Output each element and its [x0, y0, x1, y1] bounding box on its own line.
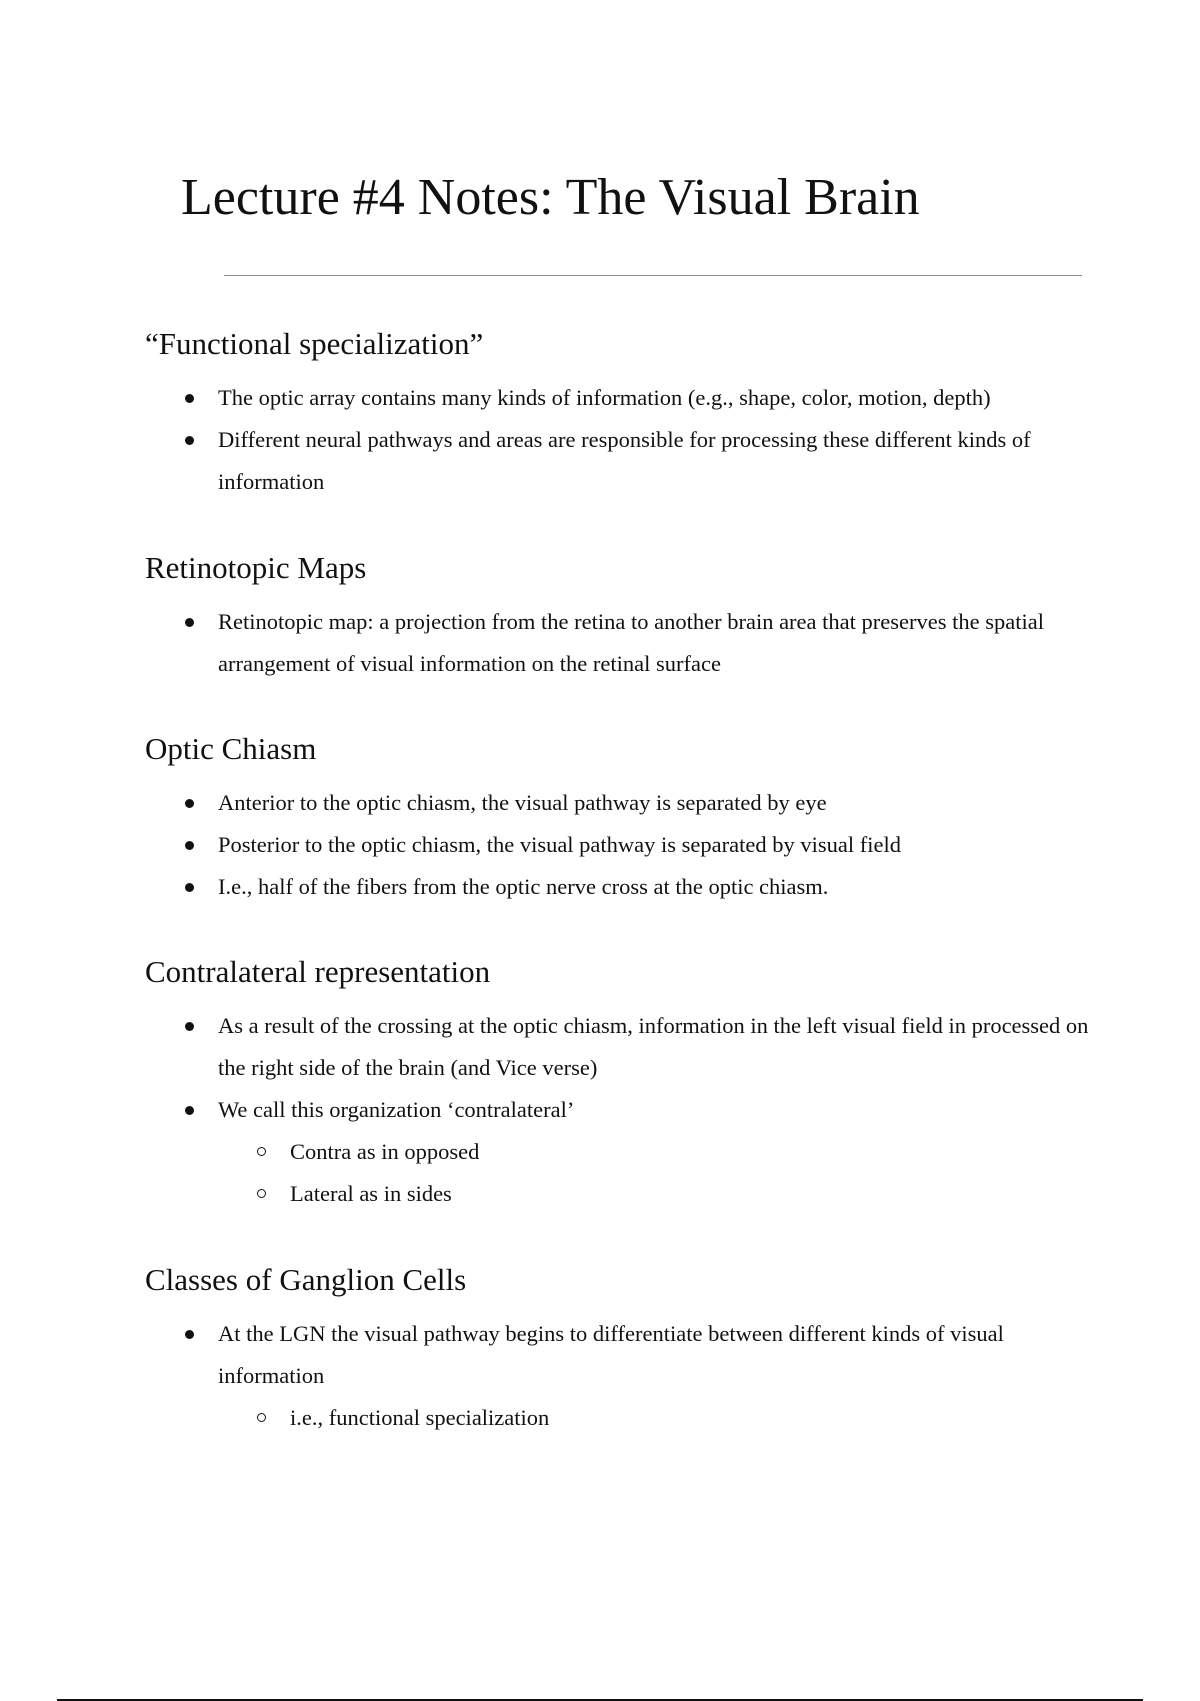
bullet-icon	[185, 436, 194, 445]
sub-bullet-list	[218, 1131, 1095, 1215]
list-item-text: Different neural pathways and areas are responsible for processing these different kinds of information	[218, 426, 1031, 494]
bullet-icon	[185, 841, 194, 850]
bullet-list	[145, 377, 1095, 503]
bullet-icon	[185, 883, 194, 892]
sub-list-item	[145, 1131, 1095, 1173]
bullet-list	[145, 782, 1095, 908]
list-item-text: At the LGN the visual pathway begins to differentiate between different kinds of visual information	[218, 1320, 1004, 1388]
section-contralateral-representation	[145, 953, 1095, 1215]
hollow-bullet-icon	[257, 1147, 266, 1156]
title-divider	[224, 275, 1082, 276]
list-item-text: Anterior to the optic chiasm, the visual pathway is separated by eye	[218, 789, 827, 815]
page-title: Lecture #4 Notes: The Visual Brain	[181, 169, 920, 226]
bullet-icon	[185, 799, 194, 808]
sub-list-item-text: Lateral as in sides	[290, 1180, 452, 1206]
bullet-icon	[185, 1106, 194, 1115]
section-retinotopic-maps	[145, 549, 1095, 685]
sub-list-item	[145, 1397, 1095, 1439]
section-heading: “Functional specialization”	[145, 326, 484, 361]
bullet-icon	[185, 1022, 194, 1031]
hollow-bullet-icon	[257, 1189, 266, 1198]
bullet-list	[145, 1005, 1095, 1215]
section-heading: Contralateral representation	[145, 954, 491, 989]
sub-bullet-list	[218, 1397, 1095, 1439]
list-item	[145, 601, 1095, 685]
bullet-icon	[185, 394, 194, 403]
list-item-text: We call this organization ‘contralateral’	[218, 1096, 575, 1122]
list-item-text: The optic array contains many kinds of information (e.g., shape, color, motion, depth)	[218, 384, 991, 410]
bullet-list	[145, 1313, 1095, 1439]
list-item	[145, 1005, 1095, 1089]
section-heading: Classes of Ganglion Cells	[145, 1262, 467, 1297]
section-functional-specialization	[145, 325, 1095, 503]
sub-list-item-text: Contra as in opposed	[290, 1138, 480, 1164]
list-item-text: Retinotopic map: a projection from the retina to another brain area that preserves the spatial arrangement of visual information on the retinal surface	[218, 608, 1044, 676]
section-classes-of-ganglion-cells	[145, 1261, 1095, 1439]
hollow-bullet-icon	[257, 1413, 266, 1422]
section-heading: Optic Chiasm	[145, 731, 317, 766]
list-item	[145, 1313, 1095, 1439]
section-optic-chiasm	[145, 730, 1095, 908]
list-item	[145, 1089, 1095, 1215]
list-item	[145, 824, 1095, 866]
list-item-text: Posterior to the optic chiasm, the visual pathway is separated by visual field	[218, 831, 901, 857]
sub-list-item-text: i.e., functional specialization	[290, 1404, 550, 1430]
list-item	[145, 419, 1095, 503]
section-heading: Retinotopic Maps	[145, 550, 367, 585]
sub-list-item	[145, 1173, 1095, 1215]
list-item	[145, 782, 1095, 824]
list-item	[145, 377, 1095, 419]
list-item-text: I.e., half of the fibers from the optic nerve cross at the optic chiasm.	[218, 873, 829, 899]
bullet-icon	[185, 1330, 194, 1339]
bullet-list	[145, 601, 1095, 685]
list-item-text: As a result of the crossing at the optic chiasm, information in the left visual field in processed on the right side of the brain (and Vice verse)	[218, 1012, 1089, 1080]
bullet-icon	[185, 618, 194, 627]
list-item	[145, 866, 1095, 908]
